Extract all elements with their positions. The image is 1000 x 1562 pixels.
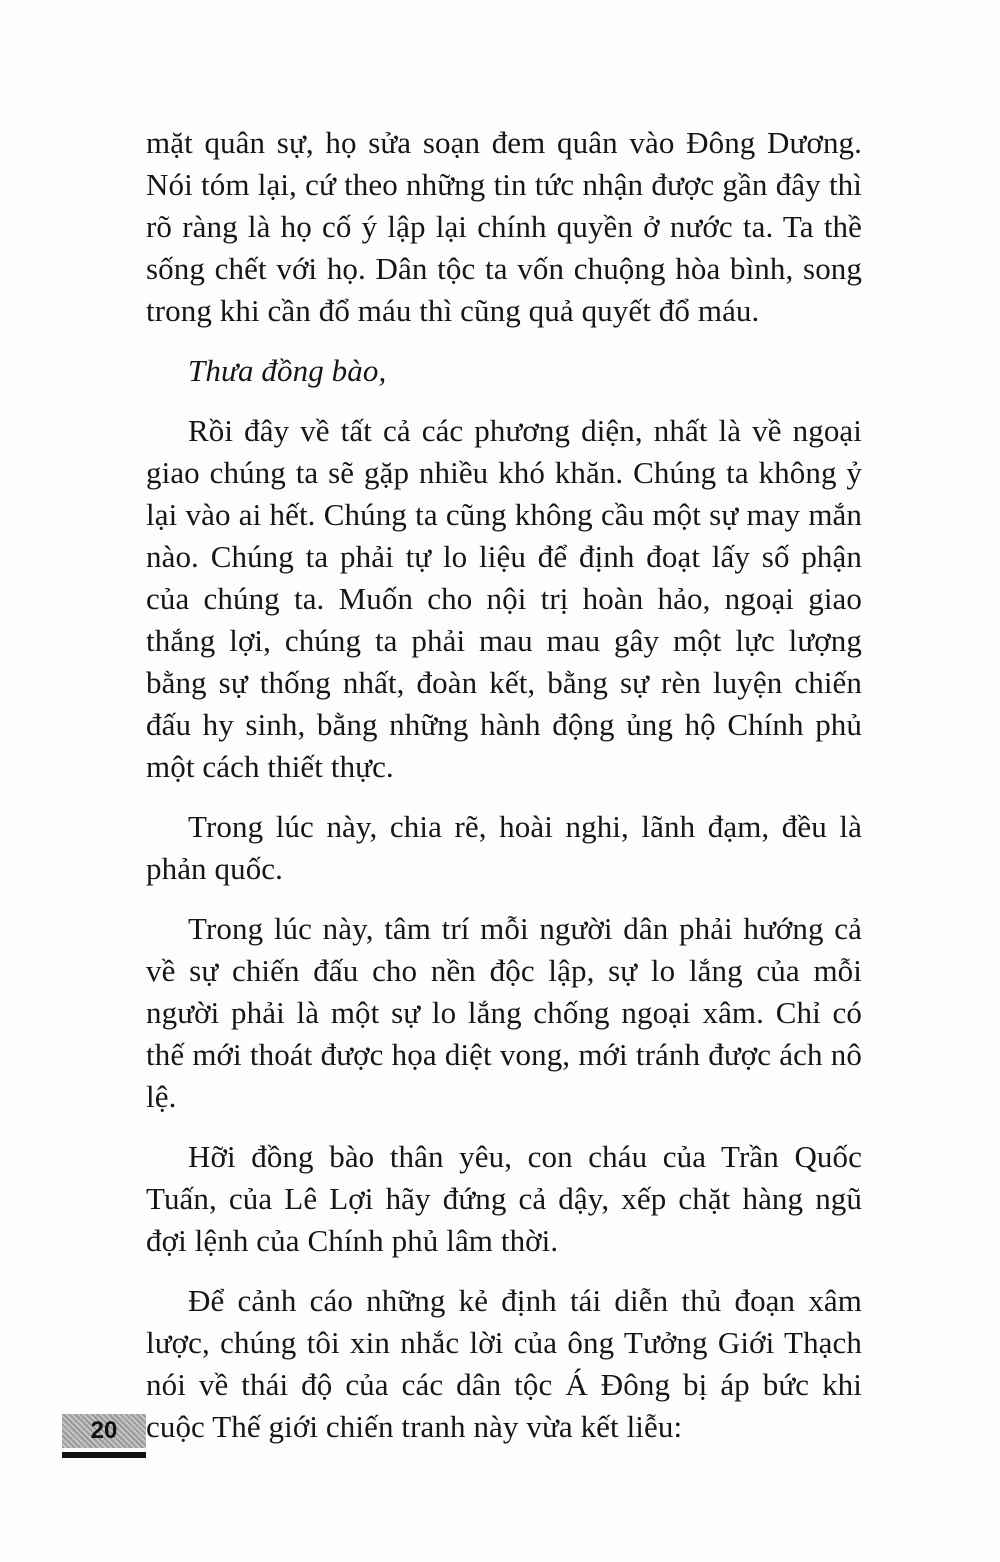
salutation: Thưa đồng bào, [188, 353, 387, 388]
paragraph: Trong lúc này, tâm trí mỗi người dân phải hướng cả về sự chiến đấu cho nền độc lập, sự lo lắng của mỗi người phải là một sự lo lắng chống ngoại xâm. Chỉ có thế mới thoát được họa diệt vong, mới tránh được ách nô lệ. [146, 911, 862, 1114]
body-text [146, 122, 862, 1466]
paragraph: Để cảnh cáo những kẻ định tái diễn thủ đoạn xâm lược, chúng tôi xin nhắc lời của ông Tưởng Giới Thạch nói về thái độ của các dân tộc Á Đông bị áp bức khi cuộc Thế giới chiến tranh này vừa kết liễu: [146, 1283, 862, 1444]
page-number: 20 [90, 1417, 118, 1444]
paragraph: Rồi đây về tất cả các phương diện, nhất là về ngoại giao chúng ta sẽ gặp nhiều khó khăn. Chúng ta không ỷ lại vào ai hết. Chúng ta cũng không cầu một sự may mắn nào. Chúng ta phải tự lo liệu để định đoạt lấy số phận của chúng ta. Muốn cho nội trị hoàn hảo, ngoại giao thắng lợi, chúng ta phải mau mau gây một lực lượng bằng sự thống nhất, đoàn kết, bằng sự rèn luyện chiến đấu hy sinh, bằng những hành động ủng hộ Chính phủ một cách thiết thực. [146, 413, 862, 784]
paragraph: Trong lúc này, chia rẽ, hoài nghi, lãnh đạm, đều là phản quốc. [146, 809, 862, 886]
paragraph: Hỡi đồng bào thân yêu, con cháu của Trần Quốc Tuấn, của Lê Lợi hãy đứng cả dậy, xếp chặt hàng ngũ đợi lệnh của Chính phủ lâm thời. [146, 1139, 862, 1258]
page-number-badge [62, 1414, 146, 1448]
page-number-rule [62, 1452, 146, 1458]
paragraph-continued: mặt quân sự, họ sửa soạn đem quân vào Đông Dương. Nói tóm lại, cứ theo những tin tức nhận được gần đây thì rõ ràng là họ cố ý lập lại chính quyền ở nước ta. Ta thề sống chết với họ. Dân tộc ta vốn chuộng hòa bình, song trong khi cần đổ máu thì cũng quả quyết đổ máu. [146, 125, 862, 328]
